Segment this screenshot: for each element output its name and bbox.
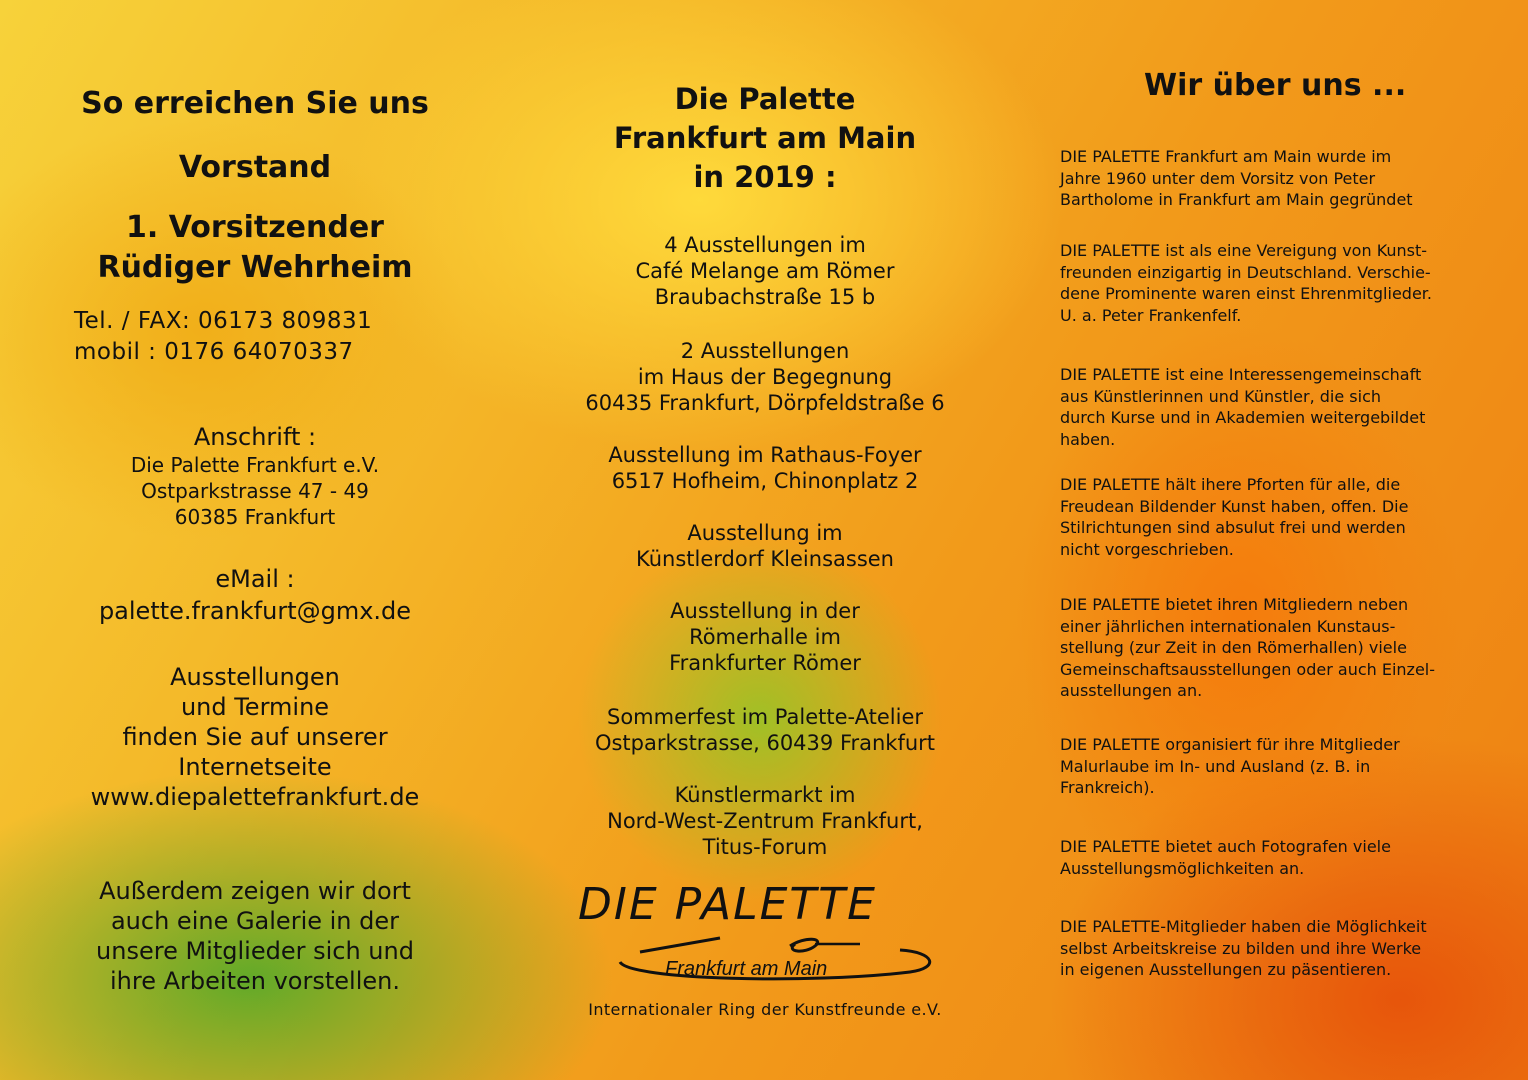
event-item: 2 Ausstellungen im Haus der Begegnung 60435 Frankfurt, Dörpfeldstraße 6: [585, 339, 945, 415]
logo-subtitle: Frankfurt am Main: [665, 958, 828, 980]
website-text: Ausstellungen und Termine finden Sie auf unserer Internetseite www.diepalettefrankfurt.de: [90, 663, 420, 811]
about-paragraph: DIE PALETTE hält ihere Pforten für alle, die Freudean Bildender Kunst haben, offen. Die Stilrichtungen sind absulut frei und werden nicht vorgeschrieben.: [1060, 475, 1409, 559]
chair-name: 1. Vorsitzender Rüdiger Wehrheim: [97, 210, 413, 285]
address: Die Palette Frankfurt e.V. Ostparkstrasse 47 - 49 60385 Frankfurt: [130, 453, 380, 529]
event-item: 4 Ausstellungen im Café Melange am Römer Braubachstraße 15 b: [635, 233, 895, 309]
about-paragraph: DIE PALETTE ist eine Interessengemeinschaft aus Künstlerinnen und Künstler, die sich durch Kurse und in Akademien weitergebildet haben.: [1060, 365, 1426, 449]
phone-numbers: Tel. / FAX: 06173 809831 mobil : 0176 64070337: [74, 308, 373, 365]
event-item: Ausstellung im Künstlerdorf Kleinsassen: [635, 521, 894, 571]
about-paragraph: DIE PALETTE ist als eine Vereigung von Kunst- freunden einzigartig in Deutschland. Verschie- dene Prominente waren einst Ehrenmitglieder. U. a. Peter Frankenfelf.: [1060, 241, 1432, 325]
about-paragraph: DIE PALETTE-Mitglieder haben die Möglichkeit selbst Arbeitskreise zu bilden und ihre Werke in eigenen Ausstellungen zu päsentieren.: [1060, 917, 1427, 979]
tagline: Internationaler Ring der Kunstfreunde e.V.: [588, 1000, 942, 1019]
palette-logo: [570, 880, 960, 980]
address-label: Anschrift :: [193, 423, 317, 451]
gallery-text: Außerdem zeigen wir dort auch eine Galerie in der unsere Mitglieder sich und ihre Arbeiten vorstellen.: [96, 877, 414, 995]
about-paragraph: DIE PALETTE bietet auch Fotografen viele Ausstellungsmöglichkeiten an.: [1060, 837, 1391, 878]
contact-heading: So erreichen Sie uns: [81, 86, 429, 121]
events-heading: Die Palette Frankfurt am Main in 2019 :: [613, 82, 917, 194]
event-item: Künstlermarkt im Nord-West-Zentrum Frankfurt, Titus-Forum: [607, 783, 923, 859]
about-paragraph: DIE PALETTE bietet ihren Mitgliedern neben einer jährlichen internationalen Kunstaus- stellung (zur Zeit in den Römerhallen) viele Gemeinschaftsausstellungen oder auch Einzel- ausstellungen an.: [1060, 595, 1436, 700]
email-label: eMail :: [215, 565, 295, 593]
event-item: Sommerfest im Palette-Atelier Ostparkstrasse, 60439 Frankfurt: [594, 705, 936, 755]
about-paragraph: DIE PALETTE Frankfurt am Main wurde im Jahre 1960 unter dem Vorsitz von Peter Bartholome in Frankfurt am Main gegründet: [1060, 147, 1413, 209]
email-link[interactable]: palette.frankfurt@gmx.de: [98, 597, 412, 625]
logo-title: DIE PALETTE: [578, 879, 877, 930]
board-title: Vorstand: [178, 150, 332, 185]
event-item: Ausstellung im Rathaus-Foyer 6517 Hofheim, Chinonplatz 2: [608, 443, 922, 493]
about-paragraph: DIE PALETTE organisiert für ihre Mitglieder Malurlaube im In- und Ausland (z. B. in Frankreich).: [1060, 735, 1400, 797]
event-item: Ausstellung in der Römerhalle im Frankfurter Römer: [669, 599, 861, 675]
about-heading: Wir über uns ...: [1144, 68, 1407, 103]
